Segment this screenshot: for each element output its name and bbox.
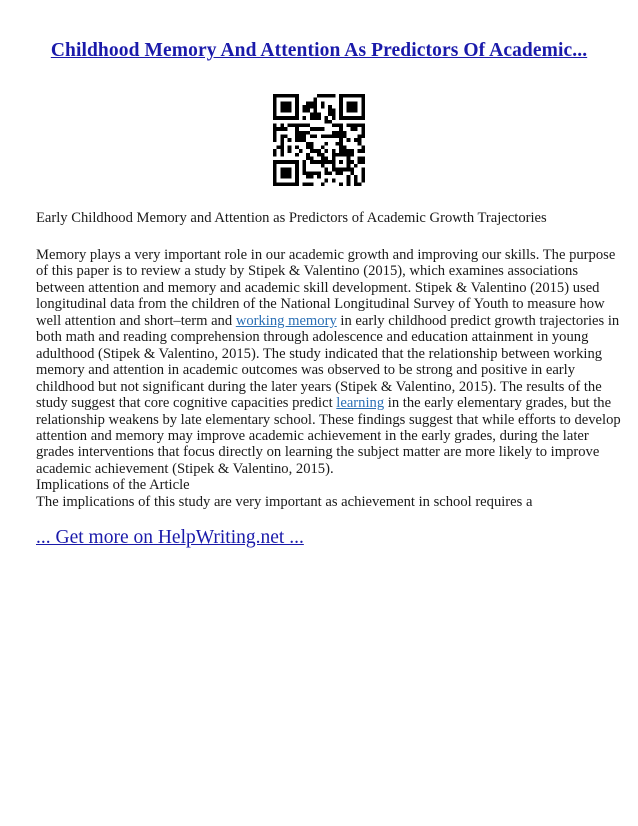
body-line: attention and memory may improve academic achievement in the early grades, during the later — [36, 427, 589, 444]
body-text-segment: study suggest that core cognitive capacities predict — [36, 395, 337, 412]
body-line: The implications of this study are very important as achievement in school requires a — [36, 493, 533, 510]
body-line: relationship weakens by late elementary school. These findings suggest that while efforts to develop — [36, 411, 621, 428]
body-line: adulthood (Stipek & Valentino, 2015). The study indicated that the relationship between working — [36, 345, 603, 362]
body-text-segment: well attention and short–term and — [36, 312, 236, 329]
get-more-link[interactable]: ... Get more on HelpWriting.net ... — [36, 527, 304, 548]
body-line: academic achievement (Stipek & Valentino, 2015). — [36, 460, 334, 477]
body-line: childhood but not significant during the later years (Stipek & Valentino, 2015). The results of the — [36, 378, 602, 395]
body-line: between attention and memory and academic skill development. Stipek & Valentino (2015) used — [36, 279, 600, 296]
body-text-segment: in early childhood predict growth trajectories in — [336, 312, 620, 329]
document-subtitle: Early Childhood Memory and Attention as Predictors of Academic Growth Trajectories — [36, 210, 547, 226]
inline-link[interactable]: learning — [336, 395, 385, 412]
document-title-link[interactable]: Childhood Memory And Attention As Predictors Of Academic... — [50, 40, 588, 61]
qr-code — [273, 94, 365, 186]
body-line: grades interventions that focus directly on learning the subject matter are more likely to improve — [36, 444, 600, 461]
body-line: memory and attention in academic outcomes was observed to be strong and positive in early — [36, 362, 576, 379]
document-body — [36, 247, 621, 510]
body-text-segment: in the early elementary grades, but the — [384, 395, 612, 412]
body-line — [36, 395, 612, 412]
body-line: Memory plays a very important role in our academic growth and improving our skills. The purpose — [36, 247, 616, 263]
body-line: longitudinal data from the children of the National Longitudinal Survey of Youth to measure how — [36, 296, 605, 313]
inline-link[interactable]: working memory — [235, 312, 337, 329]
body-line: both math and reading comprehension through adolescence and education attainment in young — [36, 329, 589, 346]
body-line: Implications of the Article — [36, 477, 190, 494]
body-line: of this paper is to review a study by Stipek & Valentino (2015), which examines associations — [36, 263, 579, 280]
body-line — [36, 312, 620, 329]
